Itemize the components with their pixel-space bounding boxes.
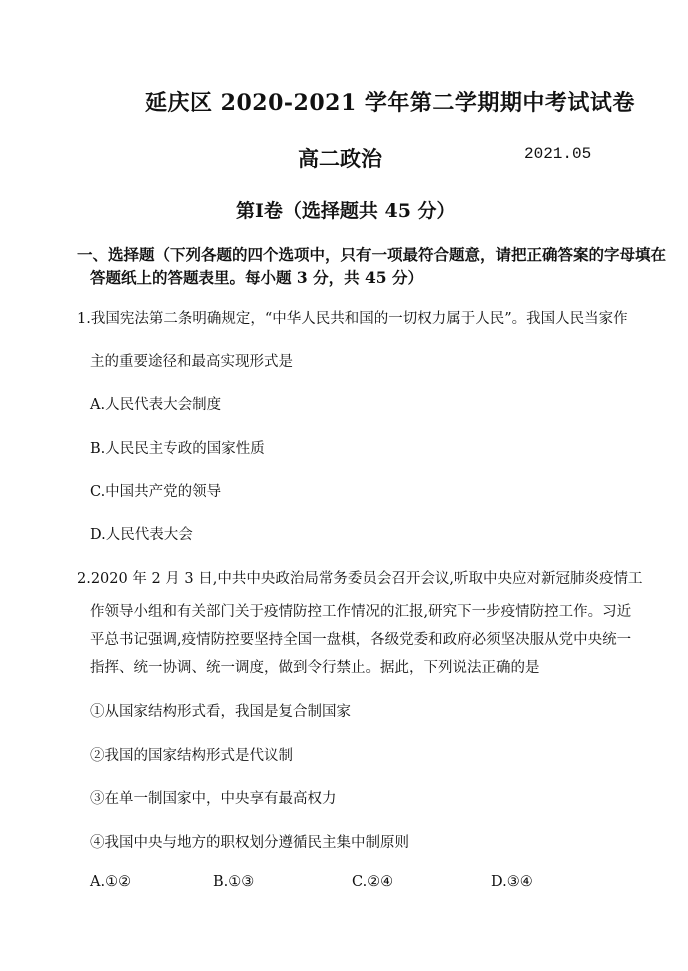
q2-statement-2: ②我国的国家结构形式是代议制 [90,748,293,764]
q2-stem-line1: 2.2020 年 2 月 3 日,中共中央政治局常务委员会召开会议,听取中央应对新冠肺炎疫情工 [77,571,643,587]
q2-stem-line4: 指挥、统一协调、统一调度，做到令行禁止。据此，下列说法正确的是 [90,660,540,676]
q1-option-c: C.中国共产党的领导 [90,484,222,500]
q2-stem-line3: 平总书记强调,疫情防控要坚持全国一盘棋，各级党委和政府必须坚决服从党中央统一 [90,632,632,648]
q2-statement-4: ④我国中央与地方的职权划分遵循民主集中制原则 [90,835,409,851]
section-instructions-line2: 答题纸上的答题表里。每小题 3 分，共 45 分） [90,268,423,287]
q2-option-c: C.②④ [352,874,394,890]
exam-date: 2021.05 [524,145,592,163]
q2-option-a: A.①② [90,874,132,890]
exam-title: 延庆区 2020-2021 学年第二学期期中考试试卷 [145,90,635,116]
q1-option-a: A.人民代表大会制度 [90,397,222,413]
q1-option-d: D.人民代表大会 [90,527,193,543]
q2-option-b: B.①③ [213,874,255,890]
q2-statement-3: ③在单一制国家中，中央享有最高权力 [90,791,337,807]
q2-option-d: D.③④ [491,874,533,890]
q2-statement-1: ①从国家结构形式看，我国是复合制国家 [90,704,351,720]
subject-title: 高二政治 [298,146,382,171]
section-instructions-line1: 一、选择题（下列各题的四个选项中，只有一项最符合题意，请把正确答案的字母填在 [77,245,667,264]
q2-stem-line2: 作领导小组和有关部门关于疫情防控工作情况的汇报,研究下一步疫情防控工作。习近 [90,604,632,620]
q1-stem-line2: 主的重要途径和最高实现形式是 [90,354,293,370]
q1-stem-line1: 1.我国宪法第二条明确规定，“中华人民共和国的一切权力属于人民”。我国人民当家作 [77,311,628,327]
q1-option-b: B.人民民主专政的国家性质 [90,441,265,457]
part-heading: 第Ⅰ卷（选择题共 45 分） [236,200,456,222]
